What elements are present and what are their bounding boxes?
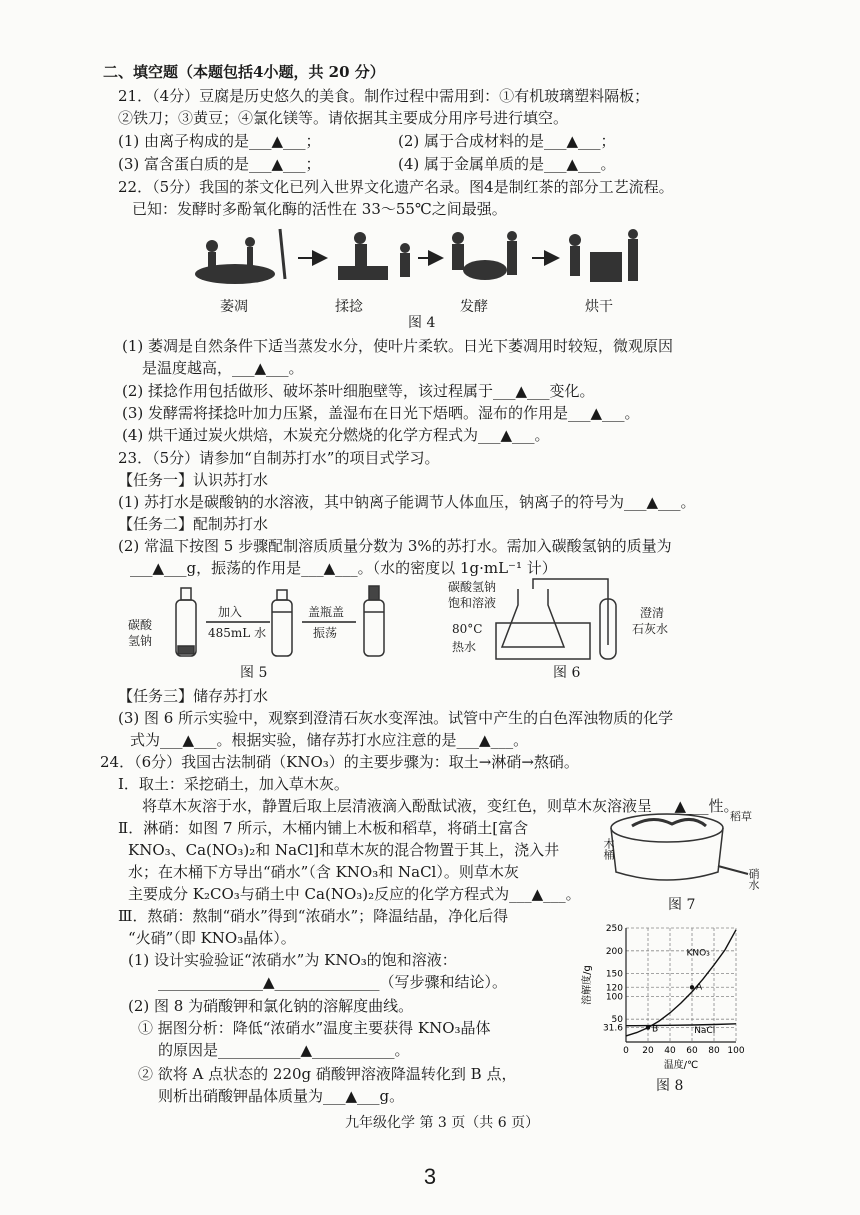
- outlet-pipe: [718, 866, 748, 874]
- barrel-top: [611, 814, 723, 842]
- q21-part4: (4) 属于金属单质的是___▲___。: [398, 155, 616, 173]
- q22-sub4: (4) 烘干通过炭火烘焙，木炭充分燃烧的化学方程式为___▲___。: [122, 426, 550, 444]
- q22-sub2: (2) 揉捻作用包括做形、破坏茶叶细胞壁等，该过程属于___▲___变化。: [122, 382, 595, 400]
- x-tick-label: 20: [642, 1046, 654, 1056]
- fig4-step-3: 发酵: [460, 299, 488, 315]
- fermentation-illustration: [452, 231, 517, 280]
- fig5-label-2: 氢钠: [128, 634, 153, 648]
- q24-s1-title: Ⅰ．取土：采挖硝土，加入草木灰。: [118, 775, 349, 793]
- q24-line1: 24．（6分）我国古法制硝（KNO₃）的主要步骤为：取土→淋硝→熬硝。: [100, 753, 579, 771]
- straw: [632, 819, 706, 826]
- series-line-kno3: [626, 930, 736, 1036]
- empty-bottle-icon: [176, 588, 196, 656]
- x-tick-label: 60: [686, 1046, 698, 1056]
- q22-sub1-b: 是温度越高，___▲___。: [142, 359, 304, 377]
- q21-part3: (3) 富含蛋白质的是___▲___；: [118, 155, 321, 173]
- page-footer: 九年级化学 第 3 页（共 6 页）: [345, 1115, 540, 1131]
- fig6-lime-1: 澄清: [640, 606, 665, 620]
- fig5-drawing: [130, 580, 400, 660]
- barrel-body: [611, 828, 723, 880]
- y-axis-label: 溶解度/g: [582, 965, 593, 1005]
- y-tick-label: 200: [605, 946, 623, 957]
- q23-line1: 23．（5分）请参加“自制苏打水”的项目式学习。: [118, 449, 440, 467]
- q22-sub1-a: (1) 萎凋是自然条件下适当蒸发水分，使叶片柔软。日光下萎凋用时较短，微观原因: [122, 337, 674, 355]
- q24-s2-a: Ⅱ．淋硝：如图 7 所示，木桶内铺上木板和稻草，将硝土[富含: [118, 819, 529, 837]
- q23-t3-a: (3) 图 6 所示实验中，观察到澄清石灰水变浑浊。试管中产生的白色浑浊物质的化学: [118, 709, 674, 727]
- fig4-step-2: 揉捻: [335, 299, 363, 315]
- x-tick-label: 40: [664, 1046, 676, 1056]
- q21-part1: (1) 由离子构成的是___▲___；: [118, 132, 321, 150]
- q24-q2-2-b: 则析出硝酸钾晶体质量为___▲___g。: [158, 1087, 405, 1105]
- fig5-arrow2-bottom: 振荡: [313, 626, 338, 640]
- x-tick-label: 0: [623, 1046, 629, 1056]
- fig4-step-4: 烘干: [585, 299, 613, 315]
- q23-t2-b: ___▲___g，振荡的作用是___▲___。（水的密度以 1g·mL⁻¹ 计）: [130, 559, 557, 577]
- point-label-b: B: [652, 1024, 659, 1035]
- fig8-caption: 图 8: [656, 1078, 684, 1094]
- q21-line2: ②铁刀；③黄豆；④氯化镁等。请依据其主要成分用序号进行填空。: [118, 109, 569, 127]
- point-label-a: A: [696, 982, 703, 993]
- drying-illustration: [569, 229, 638, 282]
- flask: [502, 589, 564, 647]
- q22-line2: 已知：发酵时多酚氧化酶的活性在 33～55℃之间最强。: [132, 200, 507, 218]
- fig7-label-left: 木桶: [602, 838, 615, 860]
- capped-bottle-icon: [364, 586, 384, 656]
- series-label-nacl: NaCl: [694, 1025, 716, 1036]
- fig7-label-water: 硝水: [747, 868, 760, 890]
- section-title: 二、填空题（本题包括4小题，共 20 分）: [103, 63, 385, 81]
- q24-q1-b: ______________▲______________（写步骤和结论）。: [158, 973, 508, 991]
- q24-q2-1-a: ① 据图分析：降低“浓硝水”温度主要获得 KNO₃晶体: [138, 1019, 491, 1037]
- q23-task2: 【任务二】配制苏打水: [118, 515, 269, 533]
- water-bath: [496, 623, 590, 659]
- fig6-caption: 图 6: [553, 665, 581, 681]
- fig6-lime-2: 石灰水: [632, 622, 669, 636]
- q23-t3-b: 式为___▲___。根据实验，储存苏打水应注意的是___▲___。: [130, 731, 529, 749]
- fig6-sol-1: 碳酸氢钠: [448, 580, 497, 594]
- page-number: 3: [423, 1164, 437, 1189]
- series-line-nacl: [626, 1024, 736, 1026]
- rolling-illustration: [338, 232, 410, 280]
- q24-s2-b: KNO₃、Ca(NO₃)₂和 NaCl]和草木灰的混合物置于其上，浇入井: [128, 841, 560, 859]
- y-tick-label: 150: [605, 969, 623, 980]
- x-tick-label: 80: [708, 1046, 720, 1056]
- q24-q1-a: (1) 设计实验验证“浓硝水”为 KNO₃的饱和溶液：: [128, 951, 457, 969]
- q24-q2-1-b: 的原因是___________▲___________。: [158, 1041, 410, 1059]
- x-tick-label: 100: [727, 1046, 745, 1056]
- withering-illustration: [195, 229, 285, 284]
- q21-part2: (2) 属于合成材料的是___▲___；: [398, 132, 616, 150]
- fig7-label-right: 稻草: [730, 810, 752, 823]
- q24-s2-d: 主要成分 K₂CO₃与硝土中 Ca(NO₃)₂反应的化学方程式为___▲___。: [128, 885, 581, 903]
- q22-sub3: (3) 发酵需将揉捻叶加力压紧，盖湿布在日光下焐晒。湿布的作用是___▲___。: [122, 404, 640, 422]
- q24-q2: (2) 图 8 为硝酸钾和氯化钠的溶解度曲线。: [128, 997, 414, 1015]
- q24-s3-a: Ⅲ．熬硝：熬制“硝水”得到“浓硝水”；降温结晶，净化后得: [118, 907, 509, 925]
- series-label-kno3: KNO₃: [686, 948, 710, 959]
- tea-process-figure: [190, 224, 650, 296]
- fig4-caption: 图 4: [408, 315, 436, 331]
- fig4-step-1: 萎凋: [220, 299, 248, 315]
- y-tick-label: 120: [605, 983, 623, 994]
- water-bottle-icon: [272, 590, 292, 656]
- point-a: [690, 985, 694, 989]
- q24-s1-text: 将草木灰溶于水，静置后取上层清液滴入酚酞试液，变红色，则草木灰溶液呈___▲___性。: [142, 797, 739, 815]
- fig5-arrow2-top: 盖瓶盖: [308, 605, 345, 619]
- fig5-label-1: 碳酸: [128, 618, 153, 632]
- fig6-water-2: 热水: [452, 640, 477, 654]
- y-tick-label: 100: [605, 992, 623, 1003]
- q24-s3-b: “火硝”（即 KNO₃晶体）。: [128, 929, 296, 947]
- q24-q2-2-a: ② 欲将 A 点状态的 220g 硝酸钾溶液降温转化到 B 点，: [138, 1065, 517, 1083]
- fig7-caption: 图 7: [668, 897, 696, 913]
- y-tick-label: 50: [611, 1015, 623, 1026]
- q23-task3: 【任务三】储存苏打水: [118, 687, 269, 705]
- q23-t1: (1) 苏打水是碳酸钠的水溶液，其中钠离子能调节人体血压，钠离子的符号为___▲___。: [118, 493, 696, 511]
- q22-line1: 22．（5分）我国的茶文化已列入世界文化遗产名录。图4是制红茶的部分工艺流程。: [118, 178, 674, 196]
- y-tick-label: 250: [605, 924, 623, 934]
- y-tick-label: 31.6: [602, 1023, 623, 1034]
- fig5-arrow1-top: 加入: [218, 605, 243, 619]
- q23-task1: 【任务一】认识苏打水: [118, 471, 269, 489]
- solubility-chart: [580, 920, 760, 1075]
- fig6-water-1: 80°C: [452, 622, 483, 636]
- q21-line1: 21．（4分）豆腐是历史悠久的美食。制作过程中需用到：①有机玻璃塑料隔板；: [118, 87, 650, 105]
- fig6-sol-2: 饱和溶液: [448, 596, 497, 610]
- fig5-caption: 图 5: [240, 665, 268, 681]
- x-axis-label: 温度/℃: [663, 1060, 699, 1071]
- fig5-arrow1-bottom: 485mL 水: [208, 626, 267, 640]
- delivery-tube: [533, 579, 608, 645]
- q23-t2-a: (2) 常温下按图 5 步骤配制溶质质量分数为 3%的苏打水。需加入碳酸氢钠的质量为: [118, 537, 672, 555]
- point-b: [646, 1025, 650, 1029]
- q24-s2-c: 水；在木桶下方导出“硝水”（含 KNO₃和 NaCl）。则草木灰: [128, 863, 519, 881]
